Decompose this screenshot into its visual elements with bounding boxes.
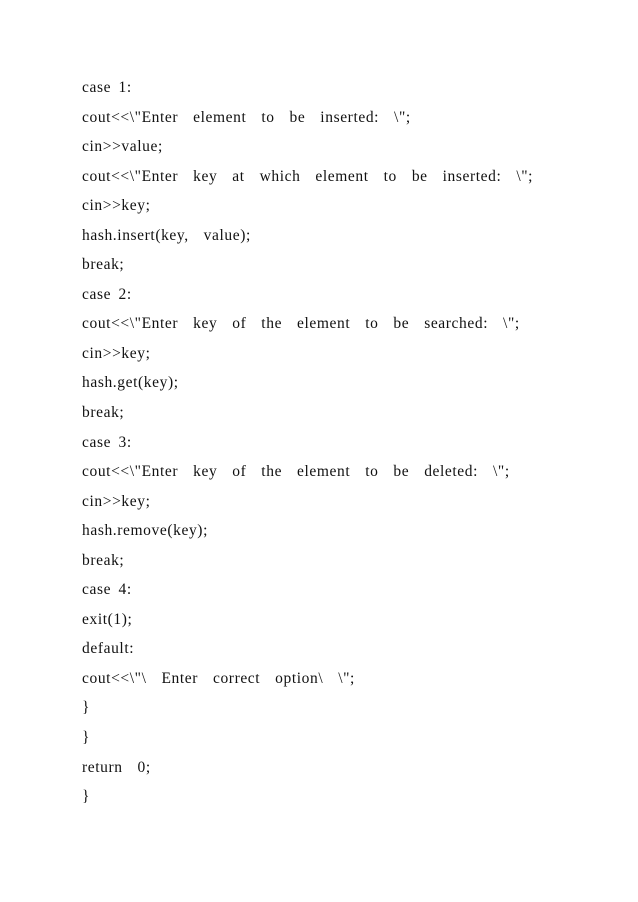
code-line: } <box>82 788 91 806</box>
code-line: case 1: <box>82 79 132 96</box>
code-line: hash.get(key); <box>82 374 179 392</box>
code-line: return 0; <box>82 758 151 776</box>
code-line: cout<<\"Enter key at which element to be inserted: \"; <box>82 167 534 185</box>
code-line: cout<<\"Enter key of the element to be deleted: \"; <box>82 463 510 481</box>
code-line: case 3: <box>82 433 132 451</box>
code-line: hash.insert(key, value); <box>82 226 251 244</box>
code-line: break; <box>82 404 125 422</box>
code-line: } <box>82 699 91 717</box>
code-listing <box>82 76 533 815</box>
code-line: break; <box>82 256 125 274</box>
code-line: cout<<\"Enter key of the element to be searched: \"; <box>82 315 520 333</box>
code-line: cout<<\"Enter element to be inserted: \"; <box>82 108 411 126</box>
code-line: case 4: <box>82 581 132 599</box>
code-line: hash.remove(key); <box>82 522 208 540</box>
code-line: } <box>82 729 91 747</box>
code-line: break; <box>82 551 125 569</box>
code-line: cin>>key; <box>82 197 151 215</box>
code-line: exit(1); <box>82 610 133 628</box>
code-line: cin>>key; <box>82 492 151 510</box>
code-line: cin>>key; <box>82 344 151 362</box>
code-line: default: <box>82 640 135 658</box>
code-line: cout<<\"\ Enter correct option\ \"; <box>82 669 355 687</box>
code-line: cin>>value; <box>82 138 163 156</box>
code-line: case 2: <box>82 285 132 303</box>
